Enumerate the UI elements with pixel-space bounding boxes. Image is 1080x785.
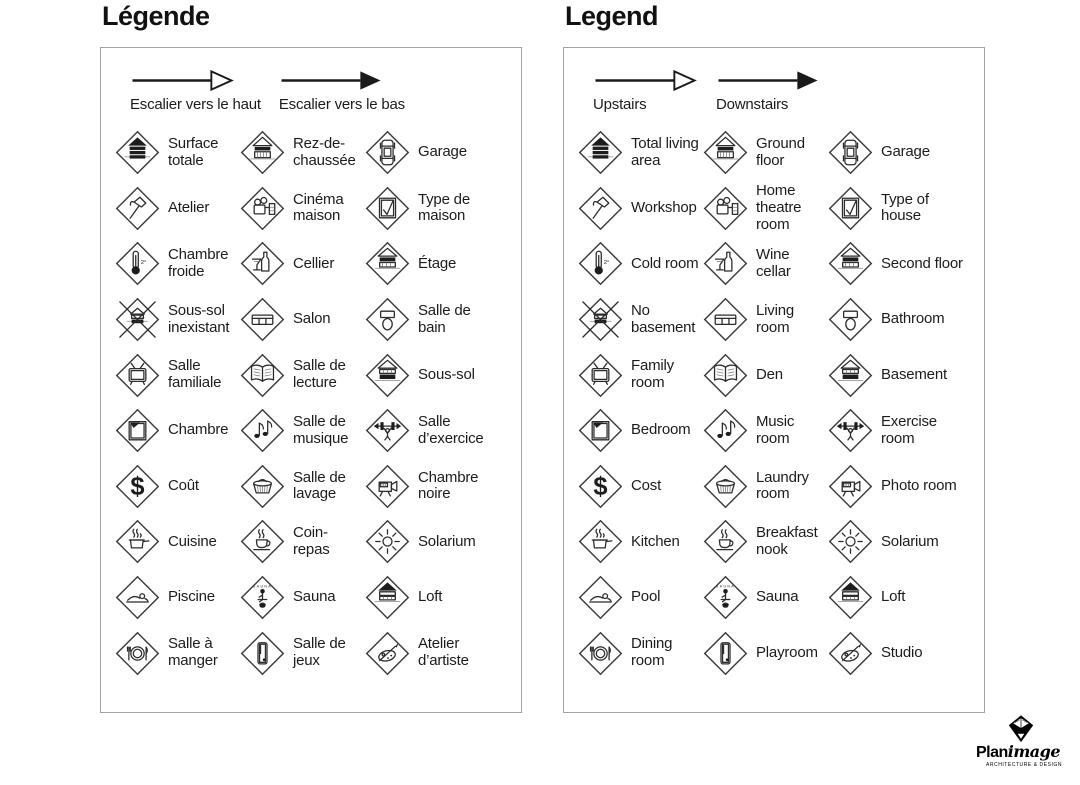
playroom-icon	[702, 630, 749, 677]
legend-item	[827, 407, 976, 454]
legend-item-label: Salon	[293, 310, 331, 328]
legend-item-label: Garage	[881, 143, 930, 161]
planimage-logo-icon	[1002, 714, 1040, 744]
legend-item	[577, 518, 702, 565]
legend-item	[827, 296, 976, 343]
stairs-down-group	[716, 68, 821, 113]
living-room-icon	[702, 296, 749, 343]
legend-grid-french	[114, 125, 513, 681]
laundry-room-icon	[239, 463, 286, 510]
basement-icon	[827, 352, 874, 399]
legend-item	[239, 296, 364, 343]
cold-room-icon	[114, 240, 161, 287]
total-living-area-icon	[114, 129, 161, 176]
legend-item-label: Coût	[168, 476, 199, 494]
downstairs-arrow-icon	[279, 68, 384, 93]
legend-item	[114, 185, 239, 232]
legend-item	[114, 296, 239, 343]
legend-item	[364, 407, 513, 454]
legend-item-label: Salle de jeux	[293, 635, 346, 670]
legend-item-label: Cold room	[631, 254, 699, 272]
legend-item	[702, 407, 827, 454]
legend-item	[114, 463, 239, 510]
legend-item-label: Salle de lavage	[293, 468, 346, 503]
legend-item	[702, 352, 827, 399]
legend-item	[702, 574, 827, 621]
legend-item	[702, 240, 827, 287]
stairs-up-label: Upstairs	[593, 96, 647, 113]
legend-item	[364, 574, 513, 621]
legend-item-label: Sous-sol	[418, 365, 475, 383]
exercise-room-icon	[827, 407, 874, 454]
legend-item	[239, 518, 364, 565]
legend-item-label: Photo room	[881, 476, 957, 494]
basement-icon	[364, 352, 411, 399]
legend-item-label: Salle d’exercice	[418, 412, 484, 447]
legend-item	[239, 352, 364, 399]
legend-grid-english	[577, 125, 976, 681]
legend-item-label: Kitchen	[631, 532, 680, 550]
garage-icon	[827, 129, 874, 176]
loft-icon	[827, 574, 874, 621]
photo-room-icon	[364, 463, 411, 510]
legend-item	[827, 630, 976, 677]
legend-item-label: Den	[756, 365, 783, 383]
legend-item-label: Atelier d’artiste	[418, 635, 469, 670]
stairs-down-label: Escalier vers le bas	[278, 96, 405, 113]
pool-icon	[577, 574, 624, 621]
family-room-icon	[114, 352, 161, 399]
svg-text:SAUNA: SAUNA	[253, 584, 272, 589]
legend-item	[827, 129, 976, 176]
legend-item-label: Loft	[418, 588, 443, 606]
legend-item-label: Type de maison	[418, 190, 470, 225]
bathroom-icon	[364, 296, 411, 343]
home-theatre-icon	[702, 185, 749, 232]
breakfast-nook-icon	[239, 518, 286, 565]
dining-room-icon	[577, 630, 624, 677]
legend-item	[577, 463, 702, 510]
legend-item	[239, 185, 364, 232]
dining-room-icon	[114, 630, 161, 677]
legend-item-label: Étage	[418, 254, 457, 272]
legend-item	[364, 518, 513, 565]
legend-item	[114, 352, 239, 399]
home-theatre-icon	[239, 185, 286, 232]
legend-item	[114, 240, 239, 287]
legend-item	[114, 574, 239, 621]
svg-text:$: $	[593, 472, 608, 501]
legend-item-label: Garage	[418, 143, 467, 161]
legend-item	[239, 463, 364, 510]
legend-item-label: Chambre	[168, 421, 229, 439]
legend-item-label: Type of house	[881, 190, 929, 225]
cold-room-icon	[577, 240, 624, 287]
legend-item-label: Solarium	[881, 532, 939, 550]
bedroom-icon	[577, 407, 624, 454]
legend-item-label: Studio	[881, 643, 923, 661]
den-icon	[239, 352, 286, 399]
legend-item-label: Cost	[631, 476, 662, 494]
wine-cellar-icon	[239, 240, 286, 287]
stairs-down-label: Downstairs	[716, 96, 789, 113]
legend-item	[577, 296, 702, 343]
french-legend-title: Légende	[102, 1, 210, 31]
legend-item	[114, 630, 239, 677]
legend-item	[577, 407, 702, 454]
legend-item-label: Bedroom	[631, 421, 691, 439]
cost-icon	[577, 463, 624, 510]
kitchen-icon	[114, 518, 161, 565]
legend-item-label: Chambre froide	[168, 246, 229, 280]
total-living-area-icon	[577, 129, 624, 176]
legend-item	[577, 630, 702, 677]
bathroom-icon	[827, 296, 874, 343]
no-basement-icon	[577, 296, 624, 343]
legend-item	[239, 407, 364, 454]
legend-item	[577, 352, 702, 399]
stairs-arrows	[130, 68, 513, 113]
legend-item	[114, 407, 239, 454]
upstairs-arrow-icon	[593, 68, 698, 93]
legend-item	[364, 129, 513, 176]
second-floor-icon	[364, 240, 411, 287]
legend-item	[827, 240, 976, 287]
legend-item-label: Workshop	[631, 198, 697, 216]
svg-text:$: $	[130, 472, 145, 501]
legend-item	[239, 574, 364, 621]
stairs-up-label: Escalier vers le haut	[130, 96, 261, 113]
legend-item-label: Salle de bain	[418, 301, 471, 336]
legend-item-label: Piscine	[168, 588, 215, 606]
legend-item-label: Total living area	[631, 135, 699, 169]
solarium-icon	[827, 518, 874, 565]
legend-item-label: Pool	[631, 588, 661, 606]
legend-item	[577, 574, 702, 621]
legend-item-label: Wine cellar	[756, 246, 791, 280]
legend-item	[239, 630, 364, 677]
legend-item-label: Cellier	[293, 254, 335, 272]
sauna-icon	[239, 574, 286, 621]
downstairs-arrow-icon	[716, 68, 821, 93]
garage-icon	[364, 129, 411, 176]
studio-icon	[827, 630, 874, 677]
legend-item	[702, 296, 827, 343]
legend-item	[827, 463, 976, 510]
type-of-house-icon	[827, 185, 874, 232]
bedroom-icon	[114, 407, 161, 454]
ground-floor-icon	[239, 129, 286, 176]
legend-item-label: Salle de musique	[293, 412, 349, 447]
legend-item	[114, 129, 239, 176]
legend-item-label: Salle de lecture	[293, 357, 346, 392]
family-room-icon	[577, 352, 624, 399]
legend-item	[364, 185, 513, 232]
planimage-logo	[976, 714, 1078, 768]
legend-item-label: Cuisine	[168, 532, 217, 550]
type-of-house-icon	[364, 185, 411, 232]
legend-item-label: Salle familiale	[168, 357, 222, 392]
legend-item-label: Home theatre room	[756, 182, 802, 233]
playroom-icon	[239, 630, 286, 677]
legend-item-label: Living room	[756, 301, 794, 336]
legend-item-label: Dining room	[631, 635, 673, 670]
legend-item-label: Surface totale	[168, 135, 219, 169]
legend-panel-french	[100, 47, 522, 713]
wine-cellar-icon	[702, 240, 749, 287]
legend-item-label: Second floor	[881, 254, 963, 272]
music-room-icon	[239, 407, 286, 454]
legend-item-label: Chambre noire	[418, 468, 479, 503]
legend-item	[114, 518, 239, 565]
legend-item-label: Exercise room	[881, 412, 937, 447]
legend-item	[827, 518, 976, 565]
svg-text:SAUNA: SAUNA	[716, 584, 735, 589]
stairs-up-group	[130, 68, 261, 113]
svg-text:2°: 2°	[140, 260, 147, 267]
ground-floor-icon	[702, 129, 749, 176]
legend-item-label: Loft	[881, 588, 906, 606]
english-legend-title: Legend	[565, 1, 659, 31]
legend-item	[702, 183, 827, 233]
loft-icon	[364, 574, 411, 621]
legend-item	[577, 185, 702, 232]
legend-item-label: No basement	[631, 301, 696, 336]
breakfast-nook-icon	[702, 518, 749, 565]
legend-item	[702, 463, 827, 510]
den-icon	[702, 352, 749, 399]
legend-item	[577, 129, 702, 176]
legend-item	[827, 185, 976, 232]
legend-item-label: Sous-sol inexistant	[168, 301, 230, 336]
stairs-down-group	[279, 68, 405, 113]
legend-item-label: Coin-repas	[293, 524, 330, 558]
legend-item	[364, 352, 513, 399]
legend-item	[239, 129, 364, 176]
pool-icon	[114, 574, 161, 621]
legend-item	[239, 240, 364, 287]
workshop-icon	[114, 185, 161, 232]
kitchen-icon	[577, 518, 624, 565]
legend-item-label: Breakfast nook	[756, 524, 818, 558]
planimage-logo-text	[976, 744, 1078, 761]
no-basement-icon	[114, 296, 161, 343]
legend-item-label: Salle à manger	[168, 635, 218, 670]
legend-item-label: Music room	[756, 412, 795, 447]
legend-item	[364, 463, 513, 510]
legend-item	[827, 574, 976, 621]
legend-item-label: Solarium	[418, 532, 476, 550]
photo-room-icon	[827, 463, 874, 510]
legend-item-label: Basement	[881, 365, 947, 383]
cost-icon	[114, 463, 161, 510]
exercise-room-icon	[364, 407, 411, 454]
legend-panel-english	[563, 47, 985, 713]
legend-item	[364, 630, 513, 677]
logo-brand-italic: image	[1007, 742, 1061, 761]
sauna-icon	[702, 574, 749, 621]
legend-item-label: Sauna	[756, 588, 799, 606]
legend-item	[577, 240, 702, 287]
legend-item	[364, 240, 513, 287]
studio-icon	[364, 630, 411, 677]
legend-item	[702, 518, 827, 565]
legend-item-label: Bathroom	[881, 310, 945, 328]
legend-item	[827, 352, 976, 399]
solarium-icon	[364, 518, 411, 565]
legend-item-label: Laundry room	[756, 468, 809, 503]
svg-text:2°: 2°	[603, 260, 610, 267]
music-room-icon	[702, 407, 749, 454]
stairs-up-group	[593, 68, 698, 113]
legend-item-label: Ground floor	[756, 135, 805, 169]
legend-item-label: Atelier	[168, 198, 210, 216]
legend-item-label: Cinéma maison	[293, 190, 344, 225]
logo-brand-bold: Plan	[976, 744, 1008, 761]
legend-item-label: Family room	[631, 357, 674, 392]
legend-item	[364, 296, 513, 343]
second-floor-icon	[827, 240, 874, 287]
legend-item	[702, 630, 827, 677]
logo-tagline: ARCHITECTURE & DESIGN	[986, 762, 1063, 768]
upstairs-arrow-icon	[130, 68, 235, 93]
legend-item-label: Rez-de-chaussée	[293, 135, 356, 169]
legend-item	[702, 129, 827, 176]
workshop-icon	[577, 185, 624, 232]
laundry-room-icon	[702, 463, 749, 510]
living-room-icon	[239, 296, 286, 343]
legend-item-label: Playroom	[756, 643, 818, 661]
legend-item-label: Sauna	[293, 588, 336, 606]
stairs-arrows	[593, 68, 976, 113]
